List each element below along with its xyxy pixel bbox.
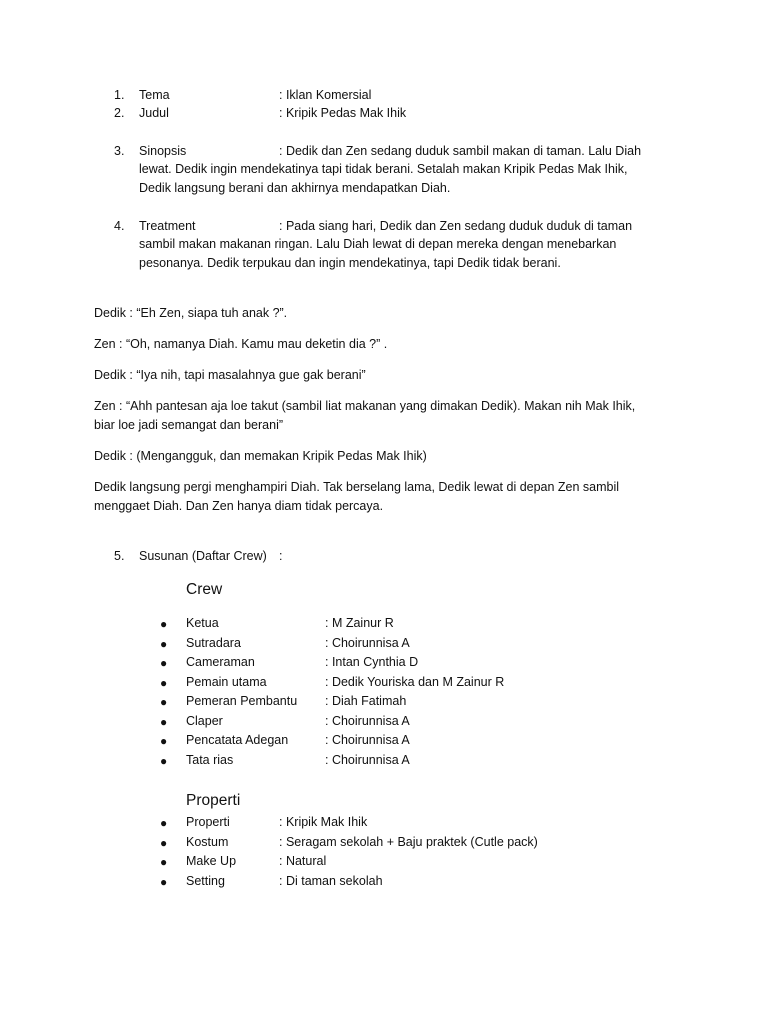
- bullet-icon: ●: [160, 656, 168, 670]
- crew-label: Claper: [186, 713, 223, 728]
- crew-label: Tata rias: [186, 752, 234, 767]
- properti-value: : Seragam sekolah + Baju praktek (Cutle pack): [279, 834, 538, 849]
- narration-line: Dedik langsung pergi menghampiri Diah. Tak berselang lama, Dedik lewat di depan Zen sambil: [94, 480, 620, 494]
- bullet-icon: ●: [160, 695, 168, 709]
- properti-value: : Kripik Mak Ihik: [279, 815, 368, 829]
- crew-value: : M Zainur R: [325, 616, 394, 630]
- item-1-number: 1.: [114, 88, 125, 102]
- properti-label: Make Up: [186, 854, 237, 868]
- bullet-icon: ●: [160, 636, 168, 651]
- item-2-label: Judul: [139, 106, 169, 120]
- crew-heading: Crew: [186, 581, 223, 598]
- item-5-label: Susunan (Daftar Crew): [139, 549, 267, 563]
- item-3-label: Sinopsis: [139, 144, 187, 158]
- dialogue-line: biar loe jadi semangat dan berani”: [94, 418, 284, 432]
- crew-value: : Intan Cynthia D: [325, 655, 419, 669]
- narration-line: menggaet Diah. Dan Zen hanya diam tidak percaya.: [94, 499, 384, 513]
- item-4-label: Treatment: [139, 219, 196, 233]
- item-3-number: 3.: [114, 144, 125, 158]
- bullet-icon: ●: [160, 835, 168, 850]
- dialogue-line: Zen : “Oh, namanya Diah. Kamu mau deketin dia ?” .: [94, 337, 388, 351]
- item-2-value: : Kripik Pedas Mak Ihik: [279, 106, 407, 120]
- item-1-value: : Iklan Komersial: [279, 88, 372, 102]
- crew-label: Pencatata Adegan: [186, 733, 289, 747]
- item-5-number: 5.: [114, 549, 125, 563]
- crew-label: Sutradara: [186, 635, 241, 650]
- crew-value: : Choirunnisa A: [325, 752, 410, 767]
- crew-label: Cameraman: [186, 655, 255, 669]
- bullet-icon: ●: [160, 874, 168, 889]
- bullet-icon: ●: [160, 675, 168, 690]
- bullet-icon: ●: [160, 816, 168, 830]
- crew-value: : Choirunnisa A: [325, 635, 410, 650]
- crew-label: Ketua: [186, 616, 219, 630]
- properti-value: : Di taman sekolah: [279, 873, 383, 888]
- item-3-continuation: Dedik langsung berani dan akhirnya mendapatkan Diah.: [139, 181, 451, 195]
- item-5-colon: :: [279, 549, 283, 563]
- bullet-icon: ●: [160, 617, 168, 631]
- item-4-value: : Pada siang hari, Dedik dan Zen sedang duduk duduk di taman: [279, 219, 633, 233]
- item-4-continuation: pesonanya. Dedik terpukau dan ingin mendekatinya, tapi Dedik tidak berani.: [139, 256, 561, 270]
- crew-value: : Choirunnisa A: [325, 713, 410, 728]
- bullet-icon: ●: [160, 714, 168, 729]
- item-3-continuation: lewat. Dedik ingin mendekatinya tapi tidak berani. Setalah makan Kripik Pedas Mak Ihik,: [139, 162, 628, 176]
- item-1-label: Tema: [139, 88, 170, 102]
- properti-label: Kostum: [186, 834, 229, 849]
- dialogue-line: Zen : “Ahh pantesan aja loe takut (sambil liat makanan yang dimakan Dedik). Makan nih Mak Ihik,: [94, 399, 636, 413]
- dialogue-line: Dedik : “Iya nih, tapi masalahnya gue gak berani”: [94, 368, 366, 382]
- bullet-icon: ●: [160, 855, 168, 869]
- bullet-icon: ●: [160, 753, 168, 768]
- item-4-number: 4.: [114, 219, 125, 233]
- dialogue-line: Dedik : “Eh Zen, siapa tuh anak ?”.: [94, 306, 288, 320]
- crew-value: : Choirunnisa A: [325, 733, 410, 747]
- properti-value: : Natural: [279, 854, 327, 868]
- crew-value: : Dedik Youriska dan M Zainur R: [325, 674, 505, 689]
- bullet-icon: ●: [160, 734, 168, 748]
- crew-value: : Diah Fatimah: [325, 694, 407, 708]
- item-3-value: : Dedik dan Zen sedang duduk sambil makan di taman. Lalu Diah: [279, 144, 642, 158]
- properti-heading: Properti: [186, 792, 241, 809]
- crew-label: Pemeran Pembantu: [186, 694, 298, 708]
- crew-label: Pemain utama: [186, 674, 267, 689]
- dialogue-line: Dedik : (Mengangguk, dan memakan Kripik Pedas Mak Ihik): [94, 449, 427, 463]
- properti-label: Setting: [186, 873, 225, 888]
- item-2-number: 2.: [114, 106, 125, 120]
- item-4-continuation: sambil makan makanan ringan. Lalu Diah lewat di depan mereka dengan menebarkan: [139, 237, 617, 251]
- properti-label: Properti: [186, 815, 230, 829]
